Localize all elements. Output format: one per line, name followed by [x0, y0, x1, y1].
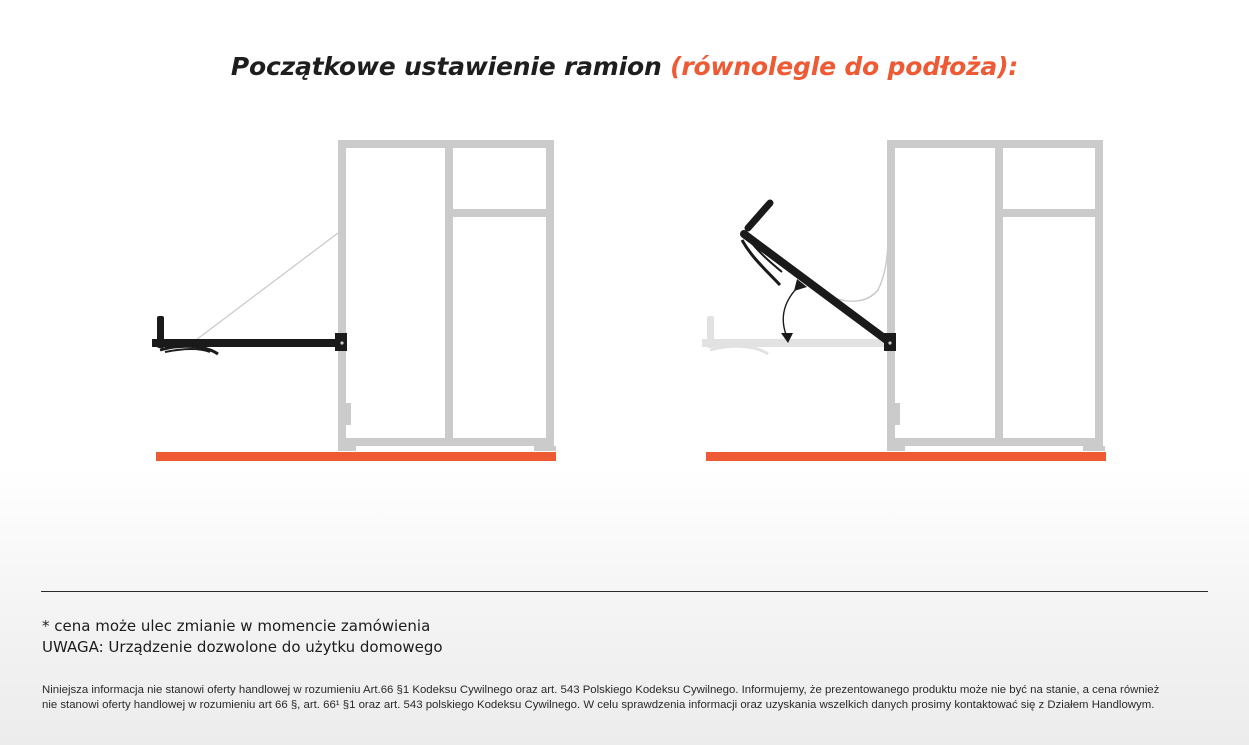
divider-line: [41, 591, 1208, 592]
page-title: [0, 52, 1249, 81]
price-note: * cena może ulec zmianie w momencie zamówienia: [42, 617, 431, 635]
floor-bar-right: [706, 452, 1106, 461]
rack-foot-right: [534, 446, 556, 451]
legal-line-2: nie stanowi oferty handlowej w rozumieniu art 66 §, art. 66¹ §1 oraz art. 543 polskiego Kodeksu Cywilnego. W celu sprawdzenia informacji oraz uzyskania wszelkich danych prosimy kontaktować się z Działem Handlowym.: [42, 699, 1155, 711]
floor-bar-left: [156, 452, 556, 461]
rack-foot-right: [1083, 446, 1105, 451]
legal-line-1: Niniejsza informacja nie stanowi oferty handlowej w rozumieniu Art.66 §1 Kodeksu Cywilnego oraz art. 543 Polskiego Kodeksu Cywilnego. Informujemy, że prezentowanego produktu może nie być na stanie, a cena również: [42, 684, 1160, 696]
angle-indicator: [781, 279, 807, 343]
arm-horizontal: [152, 316, 347, 354]
diagram-right-raised-arm: [702, 144, 1106, 461]
rack-frame: [891, 144, 1099, 446]
arm-raised: [742, 203, 896, 351]
rack-bolt: [895, 403, 900, 425]
usage-warning: UWAGA: Urządzenie dozwolone do użytku domowego: [42, 638, 443, 656]
rack-foot-left: [887, 446, 905, 451]
cable-curve: [790, 235, 888, 301]
arm-setup-diagram: [130, 120, 1130, 470]
title-accent: (równolegle do podłoża):: [670, 52, 1019, 81]
rack-frame: [342, 144, 550, 446]
diagram-left-horizontal-arm: [152, 144, 556, 461]
legal-disclaimer: [42, 683, 1217, 713]
cable-line: [196, 233, 338, 340]
rack-foot-left: [338, 446, 356, 451]
rack-bolt: [346, 403, 351, 425]
title-main: Początkowe ustawienie ramion: [230, 52, 671, 81]
